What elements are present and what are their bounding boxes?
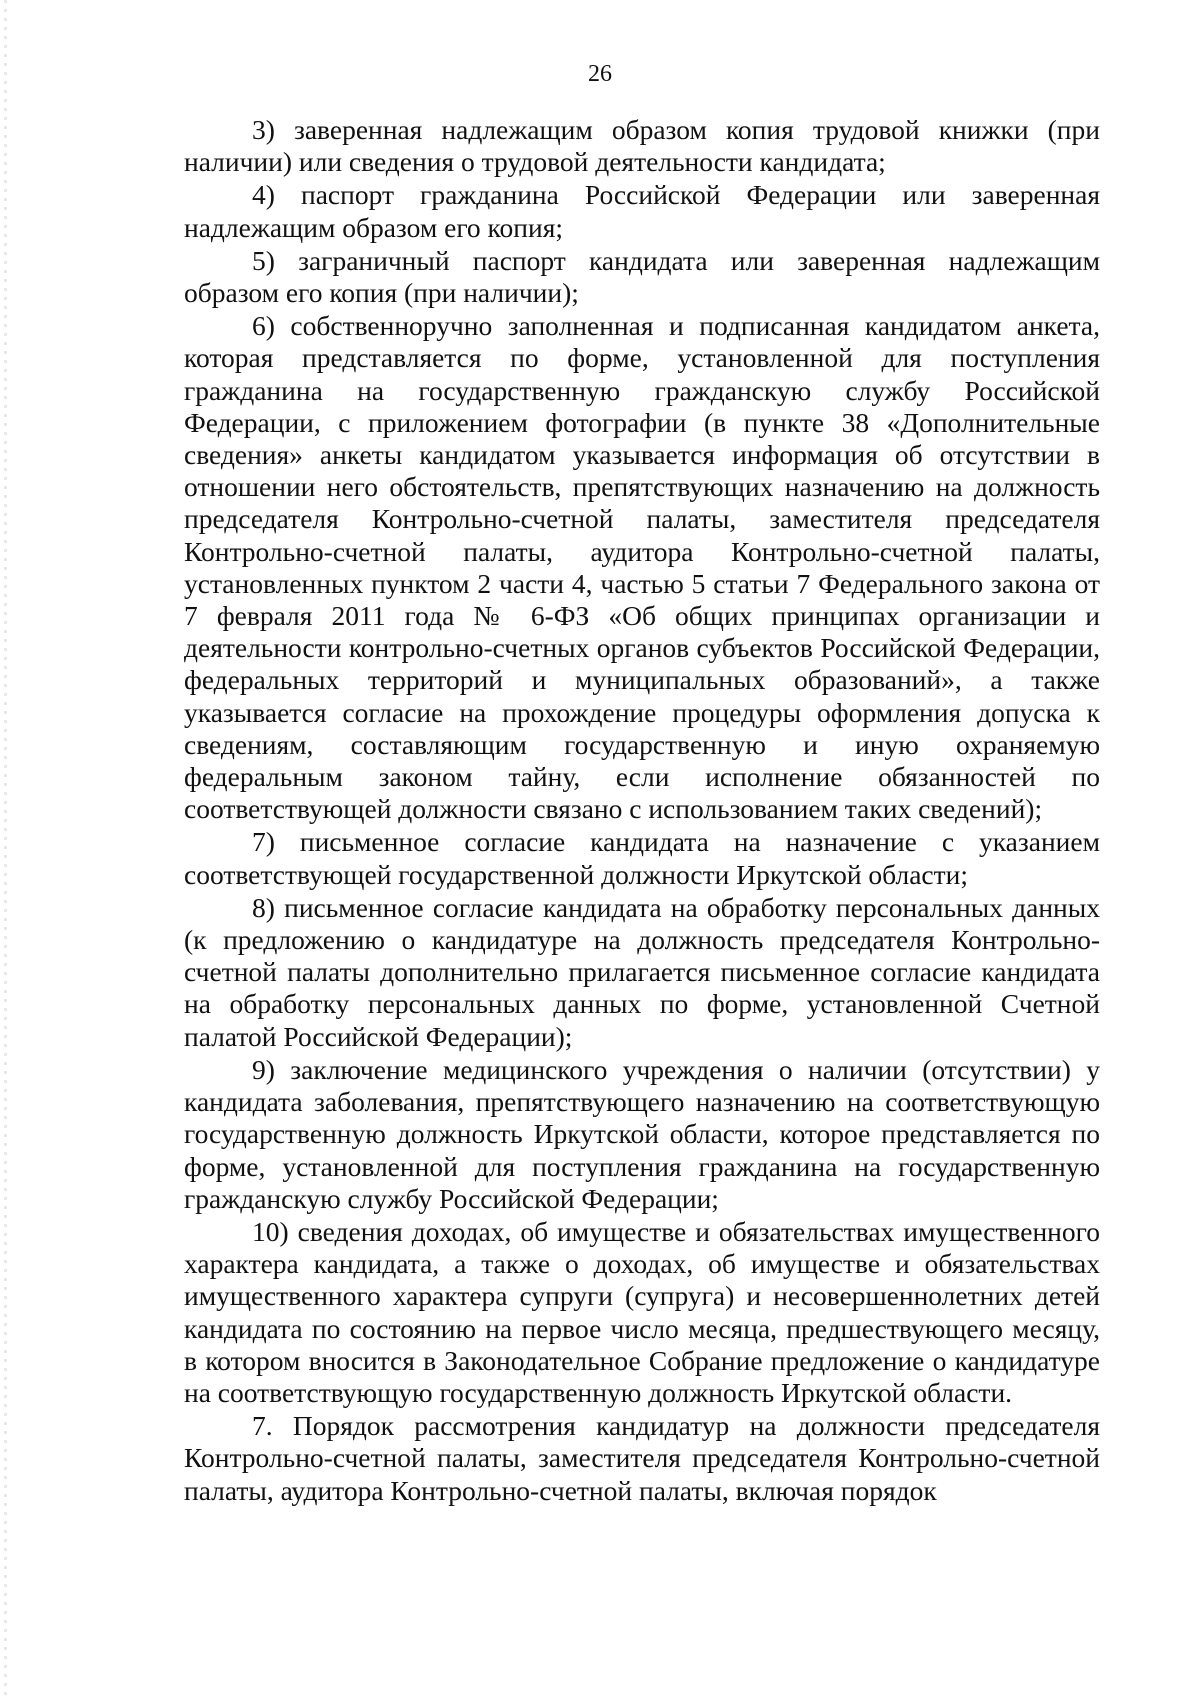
- section-7-paragraph: 7. Порядок рассмотрения кандидатур на должности председателя Контрольно-счетной палаты, заместителя председателя Контрольно-счетной палаты, аудитора Контрольно-счетной палаты, включая порядок: [184, 1410, 1100, 1506]
- list-item-10: 10) сведения доходах, об имуществе и обязательствах имущественного характера кандидата, а также о доходах, об имуществе и обязательствах имущественного характера супруги (супруга) и несовершеннолетних детей кандидата по состоянию на первое число месяца, предшествующего месяцу, в котором вносится в Законодательное Собрание предложение о кандидатуре на соответствующую государственную должность Иркутской области.: [184, 1215, 1100, 1408]
- list-item-5: 5) заграничный паспорт кандидата или заверенная надлежащим образом его копия (при наличии);: [184, 244, 1100, 309]
- list-item-7: 7) письменное согласие кандидата на назначение с указанием соответствующей государственной должности Иркутской области;: [184, 826, 1100, 890]
- page-number: 26: [588, 61, 612, 87]
- list-item-8: 8) письменное согласие кандидата на обработку персональных данных (к предложению о кандидатуре на должность председателя Контрольно-счетной палаты дополнительно прилагается письменное согласие кандидата на обработку персональных данных по форме, установленной Счетной палатой Российской Федерации);: [184, 891, 1100, 1052]
- list-item-4: 4) паспорт гражданина Российской Федерации или заверенная надлежащим образом его копия;: [184, 179, 1100, 243]
- list-item-9: 9) заключение медицинского учреждения о наличии (отсутствии) у кандидата заболевания, препятствующего назначению на соответствующую государственную должность Иркутской области, которое представляется по форме, установленной для поступления гражданина на государственную гражданскую службу Российской Федерации;: [184, 1053, 1100, 1214]
- list-item-6: 6) собственноручно заполненная и подписанная кандидатом анкета, которая представляется по форме, установленной для поступления гражданина на государственную гражданскую службу Российской Федерации, с приложением фотографии (в пункте 38 «Дополнительные сведения» анкеты кандидатом указывается информация об отсутствии в отношении него обстоятельств, препятствующих назначению на должность председателя Контрольно-счетной палаты, заместителя председателя Контрольно-счетной палаты, аудитора Контрольно-счетной палаты, установленных пунктом 2 части 4, частью 5 статьи 7 Федерального закона от 7 февраля 2011 года № 6-ФЗ «Об общих принципах организации и деятельности контрольно-счетных органов субъектов Российской Федерации, федеральных территорий и муниципальных образований», а также указывается согласие на прохождение процедуры оформления допуска к сведениям, составляющим государственную и иную охраняемую федеральным законом тайну, если исполнение обязанностей по соответствующей должности связано с использованием таких сведений);: [184, 310, 1100, 825]
- list-item-3: 3) заверенная надлежащим образом копия трудовой книжки (при наличии) или сведения о трудовой деятельности кандидата;: [184, 114, 1100, 178]
- document-body: [184, 114, 1100, 1508]
- scan-edge-marks: [4, 0, 7, 1697]
